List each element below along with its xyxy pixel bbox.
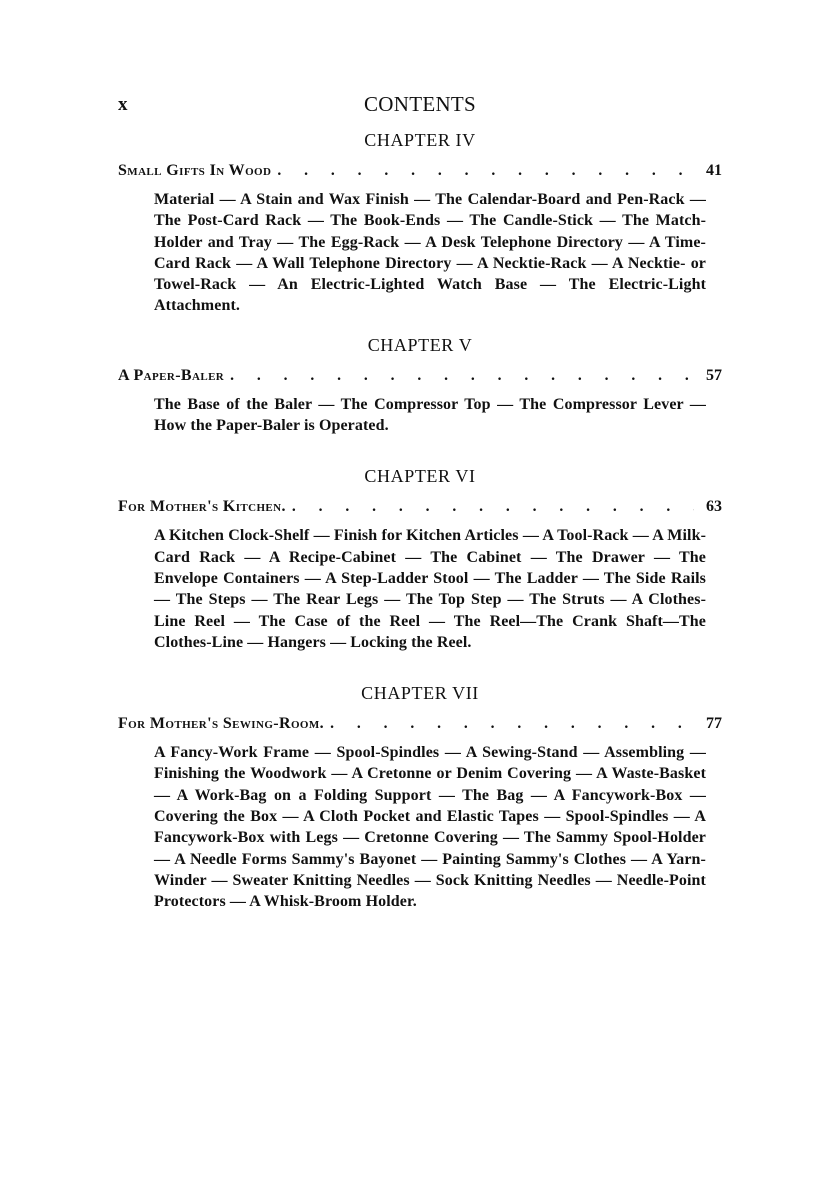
leader-dots	[292, 497, 694, 517]
chapter-4	[118, 130, 722, 317]
chapter-5	[118, 335, 722, 437]
leader-dots	[330, 714, 694, 734]
chapter-title: A Paper-Baler	[118, 366, 225, 384]
running-title: CONTENTS	[363, 92, 477, 116]
chapter-title: For Mother's Sewing-Room.	[118, 715, 325, 733]
chapter-title: Small Gifts In Wood	[118, 162, 272, 179]
page-header	[118, 92, 722, 124]
contents-page	[118, 92, 722, 913]
page-number: x	[118, 94, 128, 115]
chapter-heading: CHAPTER V	[367, 334, 473, 355]
chapter-page-number: 63	[706, 498, 722, 516]
chapter-heading: CHAPTER VII	[361, 683, 479, 704]
chapter-page-number: 41	[706, 162, 722, 179]
toc-entry	[118, 161, 722, 181]
toc-entry	[118, 366, 722, 386]
chapter-heading: CHAPTER VI	[364, 466, 476, 487]
chapter-summary: Material — A Stain and Wax Finish — The Calendar-Board and Pen-Rack — The Post-Card Rack — The Book-Ends — The Candle-Stick — The Match-Holder and Tray — The Egg-Rack — A Desk Telephone Directory — A Time-Card Rack — A Wall Telephone Directory — A Necktie-Rack — A Necktie- or Towel-Rack — An Electric-Lighted Watch Base — The Electric-Light Attachment.	[154, 191, 706, 315]
chapter-7	[118, 683, 722, 912]
toc-entry	[118, 714, 722, 734]
toc-entry	[118, 497, 722, 517]
chapter-summary: A Kitchen Clock-Shelf — Finish for Kitchen Articles — A Tool-Rack — A Milk-Card Rack — A Recipe-Cabinet — The Cabinet — The Drawer — The Envelope Containers — A Step-Ladder Stool — The Ladder — The Side Rails — The Steps — The Rear Legs — The Top Step — The Struts — A Clothes-Line Reel — The Case of the Reel — The Reel—The Crank Shaft—The Clothes-Line — Hangers — Locking the Reel.	[154, 527, 706, 651]
chapter-summary: A Fancy-Work Frame — Spool-Spindles — A Sewing-Stand — Assembling — Finishing the Woodwork — A Cretonne or Denim Covering — A Waste-Basket — A Work-Bag on a Folding Support — The Bag — A Fancywork-Box — Covering the Box — A Cloth Pocket and Elastic Tapes — Spool-Spindles — A Fancywork-Box with Legs — Cretonne Covering — The Sammy Spool-Holder — A Needle Forms Sammy's Bayonet — Painting Sammy's Clothes — A Yarn-Winder — Sweater Knitting Needles — Sock Knitting Needles — Needle-Point Protectors — A Whisk-Broom Holder.	[154, 744, 706, 911]
chapter-heading: CHAPTER IV	[364, 130, 476, 150]
chapter-page-number: 77	[706, 715, 722, 733]
chapter-summary: The Base of the Baler — The Compressor Top — The Compressor Lever — How the Paper-Baler is Operated.	[154, 395, 706, 435]
leader-dots	[230, 366, 694, 386]
leader-dots	[277, 161, 694, 181]
chapter-page-number: 57	[706, 366, 722, 384]
chapter-6	[118, 466, 722, 653]
chapter-title: For Mother's Kitchen.	[118, 498, 286, 516]
